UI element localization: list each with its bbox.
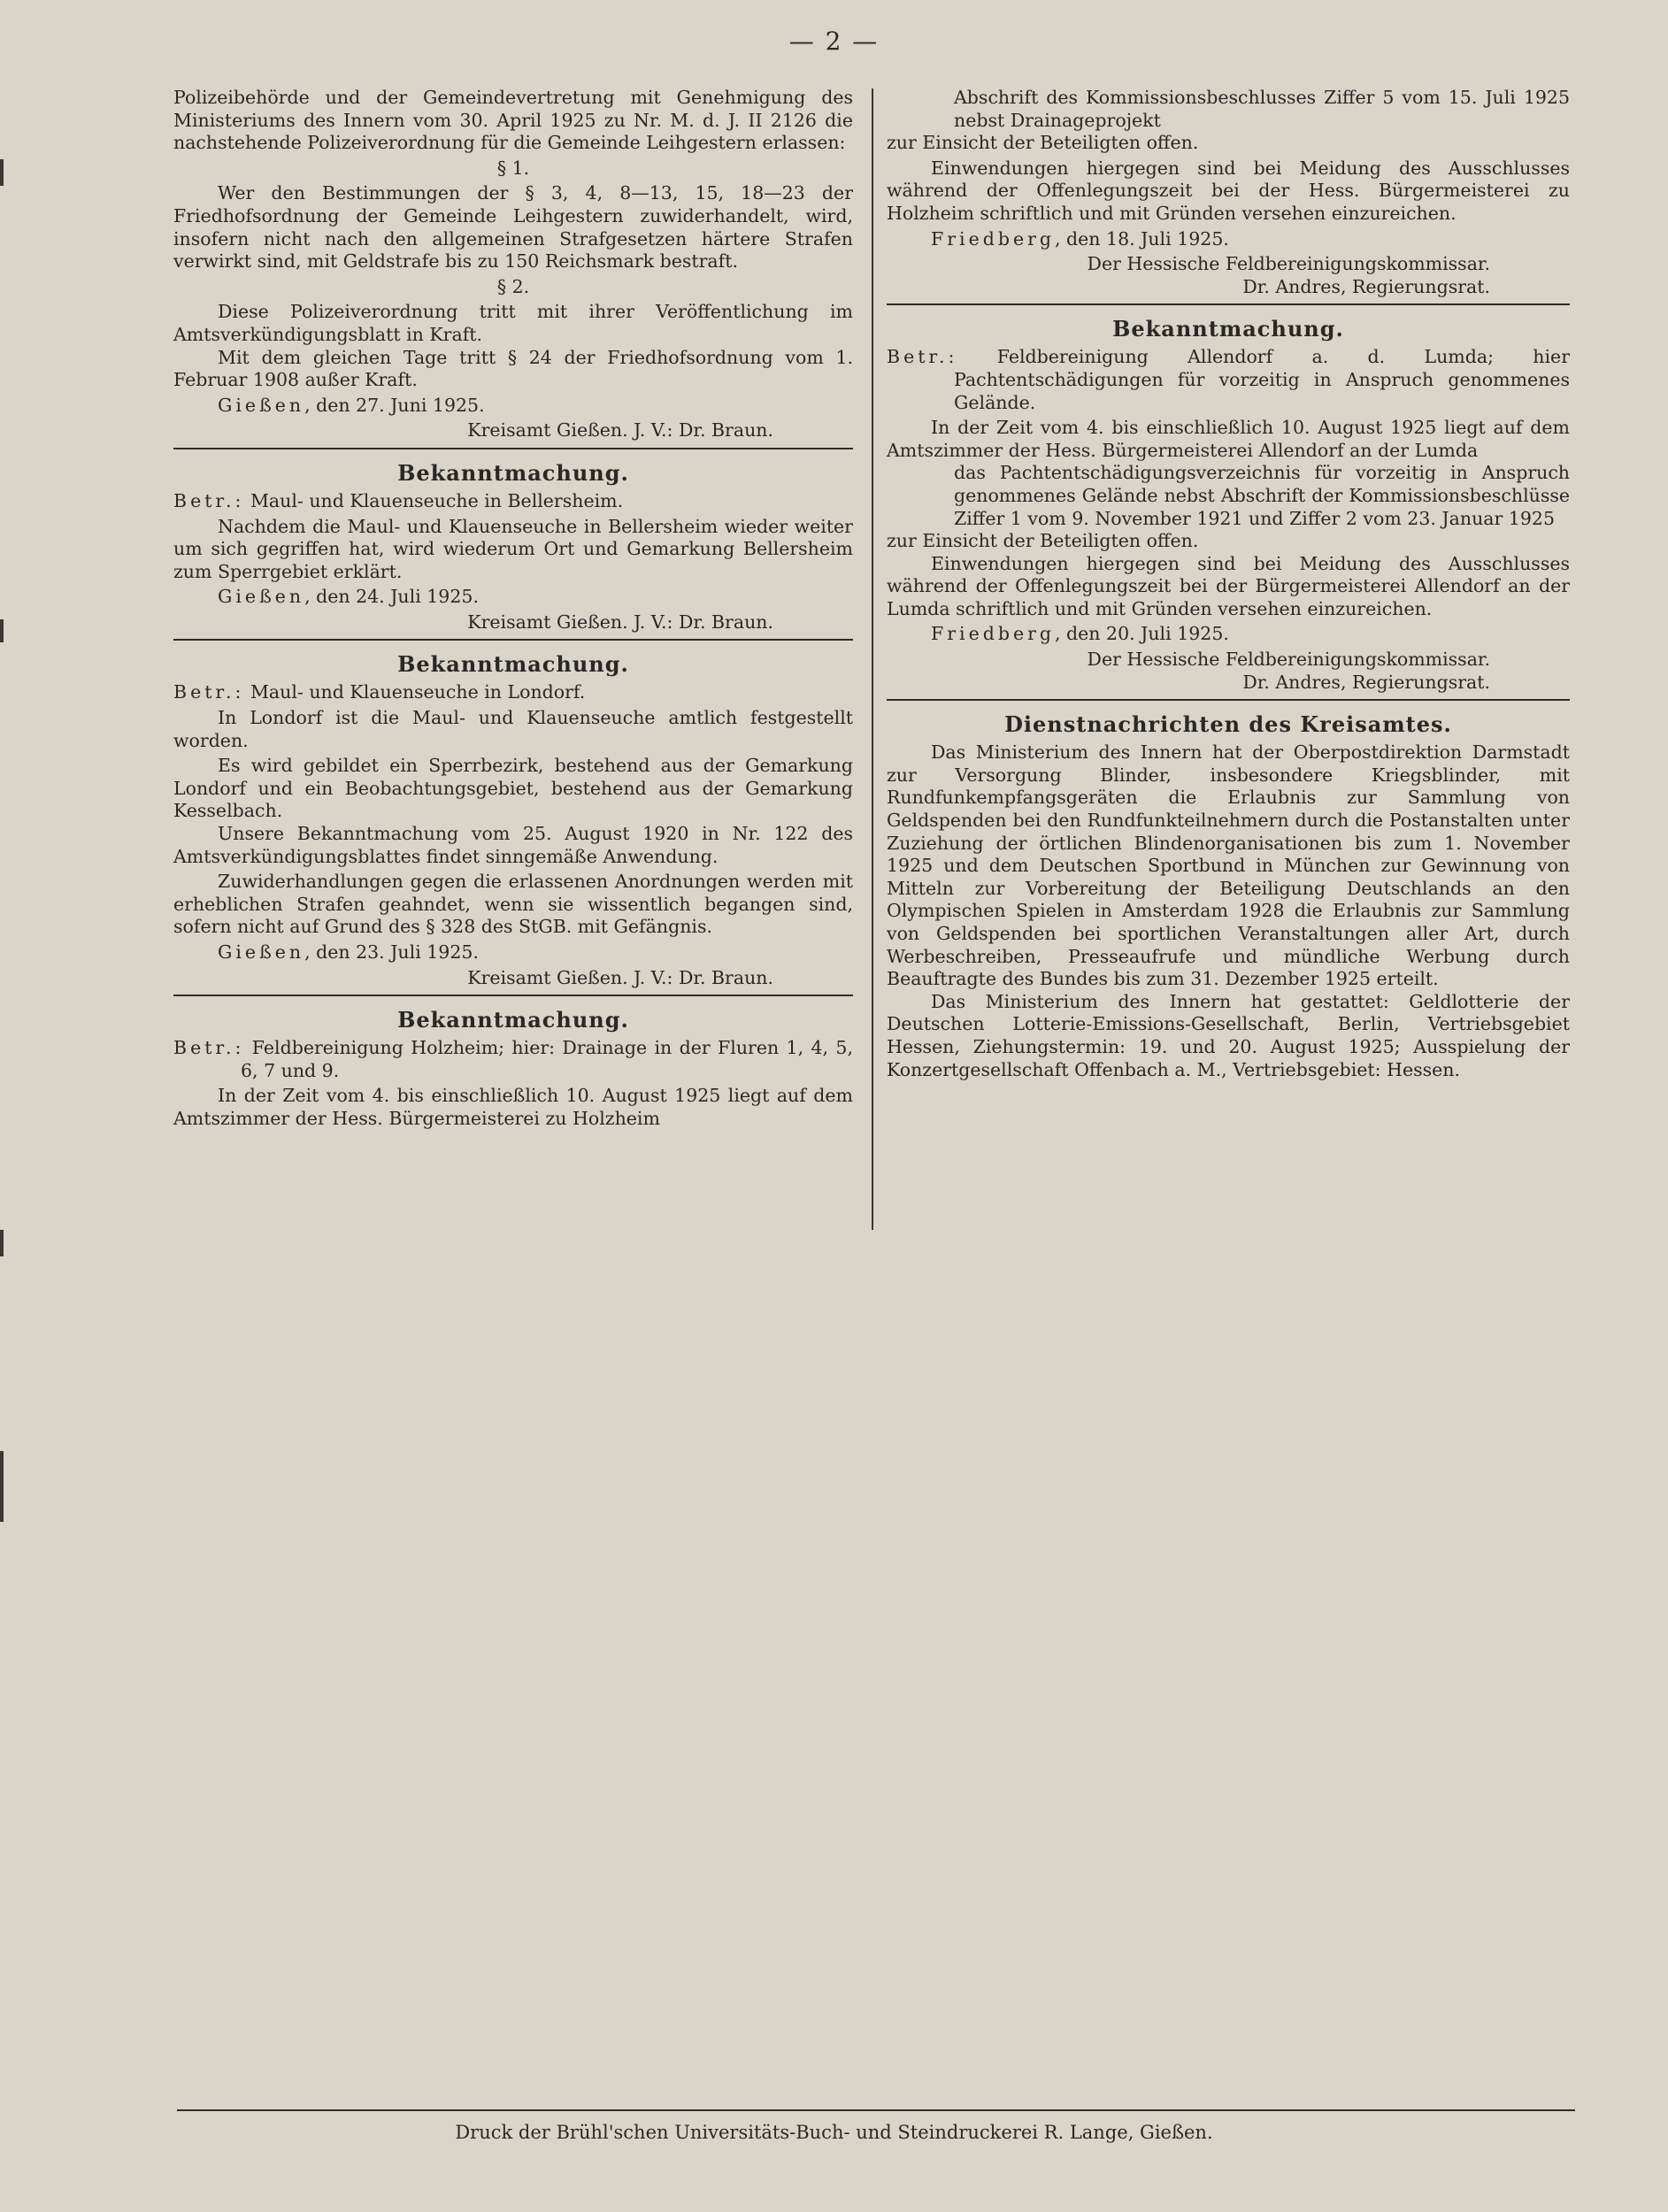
- continued-text: zur Einsicht der Beteiligten offen.: [887, 132, 1199, 154]
- section-2-text-2: Mit dem gleichen Tage tritt § 24 der Friedhofsordnung vom 1. Februar 1908 außer Kraft.: [173, 346, 853, 391]
- notice-text: zur Einsicht der Beteiligten offen.: [887, 530, 1199, 552]
- section-2-text-1: Diese Polizeiverordnung tritt mit ihrer Veröffentlichung im Amtsverkündigungsblatt in Kraft.: [173, 301, 853, 345]
- binding-mark: [0, 1451, 4, 1522]
- dateline-place: Gießen: [218, 941, 305, 963]
- dateline-place: Gießen: [218, 586, 305, 608]
- footer-rule: [177, 2109, 1575, 2111]
- dateline: [887, 228, 1570, 251]
- signature-line-2: Dr. Andres, Regierungsrat.: [1242, 275, 1490, 297]
- notice-text: Das Ministerium des Innern hat der Oberpostdirektion Darmstadt zur Versorgung Blinder, insbesondere Kriegsblinder, mit Rundfunkempfangsgeräten die Erlaubnis zur Sammlung von Geldspenden bei den Rundfunkteilnehmern durch die Postanstalten unter Zuziehung der örtlichen Blindenorganisationen bis zum 1. November 1925 und dem Deutschen Sportbund in München zur Gewinnung von Mitteln zur Vorbereitung der Beteiligung Deutschlands an den Olympischen Spielen in Amsterdam 1928 die Erlaubnis zur Sammlung von Geldspenden bei sportlichen Veranstaltungen aller Art, durch Werbeschreiben, Presseaufrufe und mündliche Werbung durch Beauftragte des Bundes bis zum 31. Dezember 1925 erteilt.: [887, 741, 1570, 990]
- section-separator: [173, 995, 853, 996]
- notice-text: Das Ministerium des Innern hat gestattet: Geldlotterie der Deutschen Lotterie-Emissions-Gesellschaft, Berlin, Vertriebsgebiet Hessen, Ziehungstermin: 19. und 20. August 1925; Ausspielung der Konzertgesellschaft Offenbach a. M., Vertriebsgebiet: Hessen.: [887, 990, 1570, 1080]
- notice-heading: Dienstnachrichten des Kreisamtes.: [1004, 711, 1452, 738]
- notice-text: In der Zeit vom 4. bis einschließlich 10. August 1925 liegt auf dem Amtszimmer der Hess. Bürgermeisterei Allendorf an der Lumda: [887, 417, 1570, 461]
- dateline: [173, 586, 853, 609]
- notice-text: Zuwiderhandlungen gegen die erlassenen Anordnungen werden mit erheblichen Strafen geahndet, wenn sie wissentlich begangen sind, sofern nicht auf Grund des § 328 des StGB. mit Gefängnis.: [173, 871, 853, 938]
- notice-text: Einwendungen hiergegen sind bei Meidung des Ausschlusses während der Offenlegungszeit bei der Bürgermeisterei Allendorf an der Lumda schriftlich und mit Gründen versehen einzureichen.: [887, 552, 1570, 619]
- continued-text: Abschrift des Kommissionsbeschlusses Ziffer 5 vom 15. Juli 1925 nebst Drainageprojekt: [954, 87, 1570, 131]
- betr-text: Feldbereinigung Holzheim; hier: Drainage in der Fluren 1, 4, 5, 6, 7 und 9.: [241, 1037, 853, 1081]
- betr-label: Betr.:: [173, 1037, 245, 1059]
- betr-text: Maul- und Klauenseuche in Bellersheim.: [250, 489, 624, 511]
- section-separator: [173, 639, 853, 641]
- right-column: [887, 87, 1570, 1081]
- dateline-place: Friedberg: [931, 227, 1056, 250]
- printer-imprint: Druck der Brühl'schen Universitäts-Buch- und Steindruckerei R. Lange, Gießen.: [455, 2122, 1213, 2143]
- binding-mark: [0, 159, 4, 186]
- dateline: [887, 623, 1570, 646]
- section-1-title: § 1.: [496, 157, 530, 179]
- section-separator: [887, 699, 1570, 701]
- notice-heading: Bekanntmachung.: [397, 1007, 629, 1033]
- section-2-title: § 2.: [496, 275, 530, 297]
- betr-line: [173, 1037, 853, 1082]
- column-divider: [872, 88, 873, 1230]
- notice-heading: Bekanntmachung.: [397, 651, 629, 678]
- notice-text: Es wird gebildet ein Sperrbezirk, bestehend aus der Gemarkung Londorf und ein Beobachtungsgebiet, bestehend aus der Gemarkung Kesselbach.: [173, 755, 853, 822]
- left-column: [173, 87, 853, 1131]
- betr-line: [173, 681, 853, 704]
- notice-text: In Londorf ist die Maul- und Klauenseuche amtlich festgestellt worden.: [173, 707, 853, 751]
- betr-label: Betr.:: [173, 681, 245, 703]
- signature-line-2: Dr. Andres, Regierungsrat.: [1242, 671, 1490, 693]
- notice-text: In der Zeit vom 4. bis einschließlich 10. August 1925 liegt auf dem Amtszimmer der Hess. Bürgermeisterei zu Holzheim: [173, 1085, 853, 1129]
- dateline-date: , den 18. Juli 1925.: [1055, 227, 1229, 250]
- notice-heading: Bekanntmachung.: [397, 459, 629, 486]
- signature: Kreisamt Gießen. J. V.: Dr. Braun.: [467, 966, 773, 988]
- signature-line-1: Der Hessische Feldbereinigungskommissar.: [1087, 253, 1490, 275]
- intro-text: Polizeibehörde und der Gemeindevertretung mit Genehmigung des Ministeriums des Innern vom 30. April 1925 zu Nr. M. d. J. II 2126 die nachstehende Polizeiverordnung für die Gemeinde Leihgestern erlassen:: [173, 87, 853, 154]
- notice-heading: Bekanntmachung.: [1112, 316, 1344, 342]
- dateline-date: , den 20. Juli 1925.: [1055, 623, 1229, 645]
- dateline-place: Gießen: [218, 394, 305, 416]
- dateline-date: , den 27. Juni 1925.: [304, 394, 485, 416]
- signature-line-1: Der Hessische Feldbereinigungskommissar.: [1087, 649, 1490, 671]
- section-1-text: Wer den Bestimmungen der § 3, 4, 8—13, 15, 18—23 der Friedhofsordnung der Gemeinde Leihgestern zuwiderhandelt, wird, insofern nicht nach den allgemeinen Strafgesetzen härtere Strafen verwirkt sind, mit Geldstrafe bis zu 150 Reichsmark bestraft.: [173, 182, 853, 273]
- binding-mark: [0, 619, 4, 642]
- dateline-place: Friedberg: [931, 623, 1056, 645]
- dateline: [173, 395, 853, 418]
- betr-label: Betr.:: [887, 346, 958, 368]
- signature: Kreisamt Gießen. J. V.: Dr. Braun.: [467, 419, 773, 442]
- signature: Kreisamt Gießen. J. V.: Dr. Braun.: [467, 611, 773, 633]
- section-separator: [887, 303, 1570, 305]
- page-number: — 2 —: [788, 27, 880, 56]
- betr-label: Betr.:: [173, 489, 245, 511]
- dateline-date: , den 23. Juli 1925.: [304, 941, 479, 963]
- dateline-date: , den 24. Juli 1925.: [304, 586, 479, 608]
- notice-text: Nachdem die Maul- und Klauenseuche in Bellersheim wieder weiter um sich gegriffen hat, wird wiederum Ort und Gemarkung Bellersheim zum Sperrgebiet erklärt.: [173, 515, 853, 582]
- betr-text: Feldbereinigung Allendorf a. d. Lumda; hier Pachtentschädigungen für vorzeitig in Anspruch genommenes Gelände.: [954, 346, 1570, 413]
- notice-text: Unsere Bekanntmachung vom 25. August 1920 in Nr. 122 des Amtsverkündigungsblattes findet sinngemäße Anwendung.: [173, 823, 853, 867]
- section-separator: [173, 448, 853, 449]
- betr-line: [173, 490, 853, 513]
- betr-line: [887, 346, 1570, 414]
- dateline: [173, 941, 853, 964]
- betr-text: Maul- und Klauenseuche in Londorf.: [250, 681, 586, 703]
- binding-mark: [0, 1230, 4, 1256]
- continued-text: Einwendungen hiergegen sind bei Meidung des Ausschlusses während der Offenlegungszeit bei der Hess. Bürgermeisterei zu Holzheim schriftlich und mit Gründen versehen einzureichen.: [887, 157, 1570, 224]
- notice-list-text: das Pachtentschädigungsverzeichnis für vorzeitig in Anspruch genommenes Gelände nebst Abschrift der Kommissionsbeschlüsse Ziffer 1 vom 9. November 1921 und Ziffer 2 vom 23. Januar 1925: [954, 462, 1570, 529]
